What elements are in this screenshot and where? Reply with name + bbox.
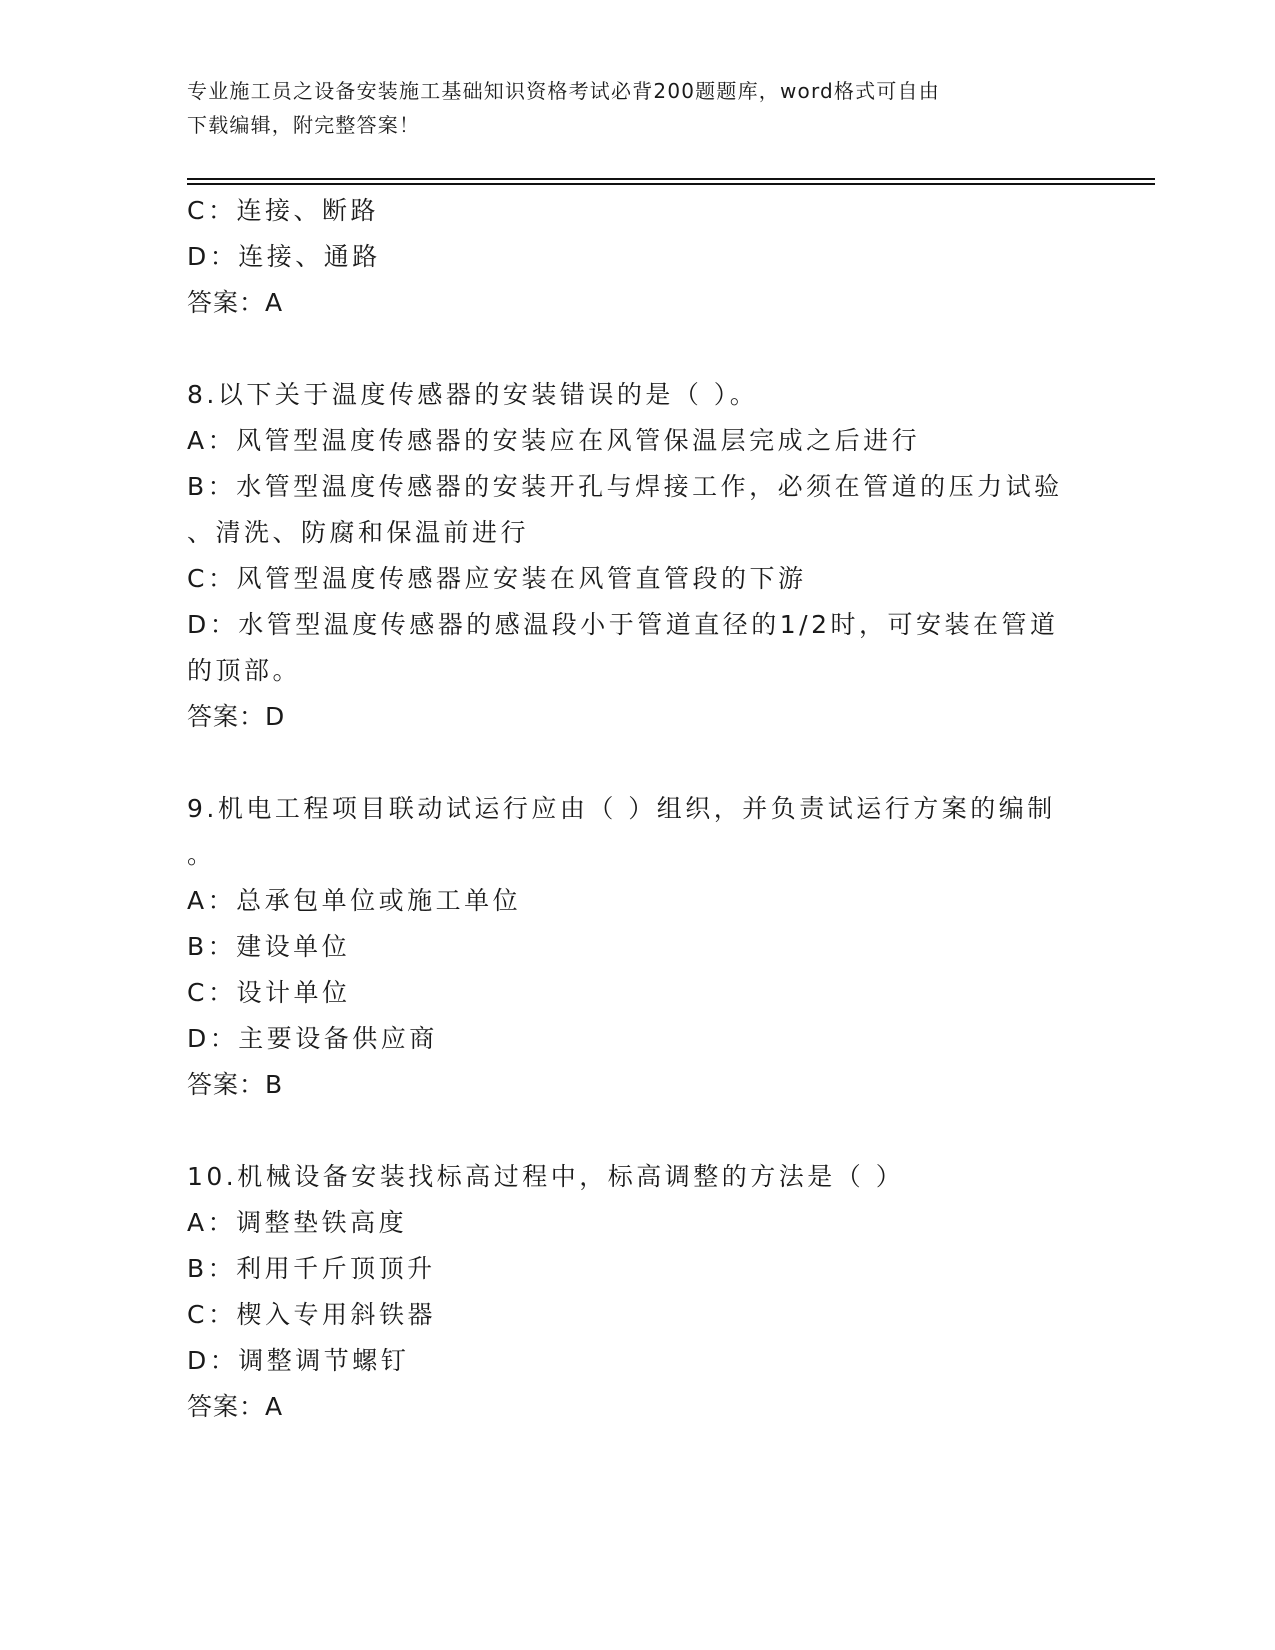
q8-option-a: A：风管型温度传感器的安装应在风管保温层完成之后进行 — [187, 426, 921, 455]
q9-stem-line-2: 。 — [187, 840, 216, 869]
q10-option-b: B：利用千斤顶顶升 — [187, 1254, 436, 1283]
header-divider-bottom — [187, 183, 1155, 185]
q8-answer: 答案：D — [187, 702, 286, 731]
question-8-block — [187, 372, 1077, 740]
q7-option-c: C：连接、断路 — [187, 196, 379, 225]
header-divider-top — [187, 178, 1155, 180]
spacer — [187, 1108, 1077, 1154]
question-10-block — [187, 1154, 1077, 1430]
q8-option-d-line-1: D：水管型温度传感器的感温段小于管道直径的1/2时，可安装在管道 — [187, 610, 1059, 639]
q7-answer: 答案：A — [187, 288, 284, 317]
q7-option-d: D：连接、通路 — [187, 242, 381, 271]
header-title-line-1: 专业施工员之设备安装施工基础知识资格考试必背200题题库，word格式可自由 — [187, 79, 940, 103]
q8-stem: 8.以下关于温度传感器的安装错误的是（ ）。 — [187, 380, 759, 409]
q9-answer: 答案：B — [187, 1070, 284, 1099]
q8-option-b-line-2: 、清洗、防腐和保温前进行 — [187, 518, 530, 547]
q9-option-b: B：建设单位 — [187, 932, 351, 961]
spacer — [187, 326, 1077, 372]
document-header — [187, 74, 1087, 142]
question-9-block — [187, 786, 1077, 1108]
q10-option-c: C：楔入专用斜铁器 — [187, 1300, 436, 1329]
q10-option-d: D：调整调节螺钉 — [187, 1346, 410, 1375]
q9-option-d: D：主要设备供应商 — [187, 1024, 438, 1053]
q10-answer: 答案：A — [187, 1392, 284, 1421]
q8-option-c: C：风管型温度传感器应安装在风管直管段的下游 — [187, 564, 807, 593]
spacer — [187, 740, 1077, 786]
q9-option-c: C：设计单位 — [187, 978, 351, 1007]
q10-option-a: A：调整垫铁高度 — [187, 1208, 408, 1237]
question-7-block — [187, 188, 1077, 326]
q8-option-d-line-2: 的顶部。 — [187, 656, 302, 685]
document-body — [187, 188, 1077, 1430]
header-title-line-2: 下载编辑，附完整答案！ — [187, 113, 421, 137]
q10-stem: 10.机械设备安装找标高过程中，标高调整的方法是（ ） — [187, 1162, 905, 1191]
q8-option-b-line-1: B：水管型温度传感器的安装开孔与焊接工作，必须在管道的压力试验 — [187, 472, 1063, 501]
q9-option-a: A：总承包单位或施工单位 — [187, 886, 522, 915]
q9-stem-line-1: 9.机电工程项目联动试运行应由（ ）组织，并负责试运行方案的编制 — [187, 794, 1056, 823]
